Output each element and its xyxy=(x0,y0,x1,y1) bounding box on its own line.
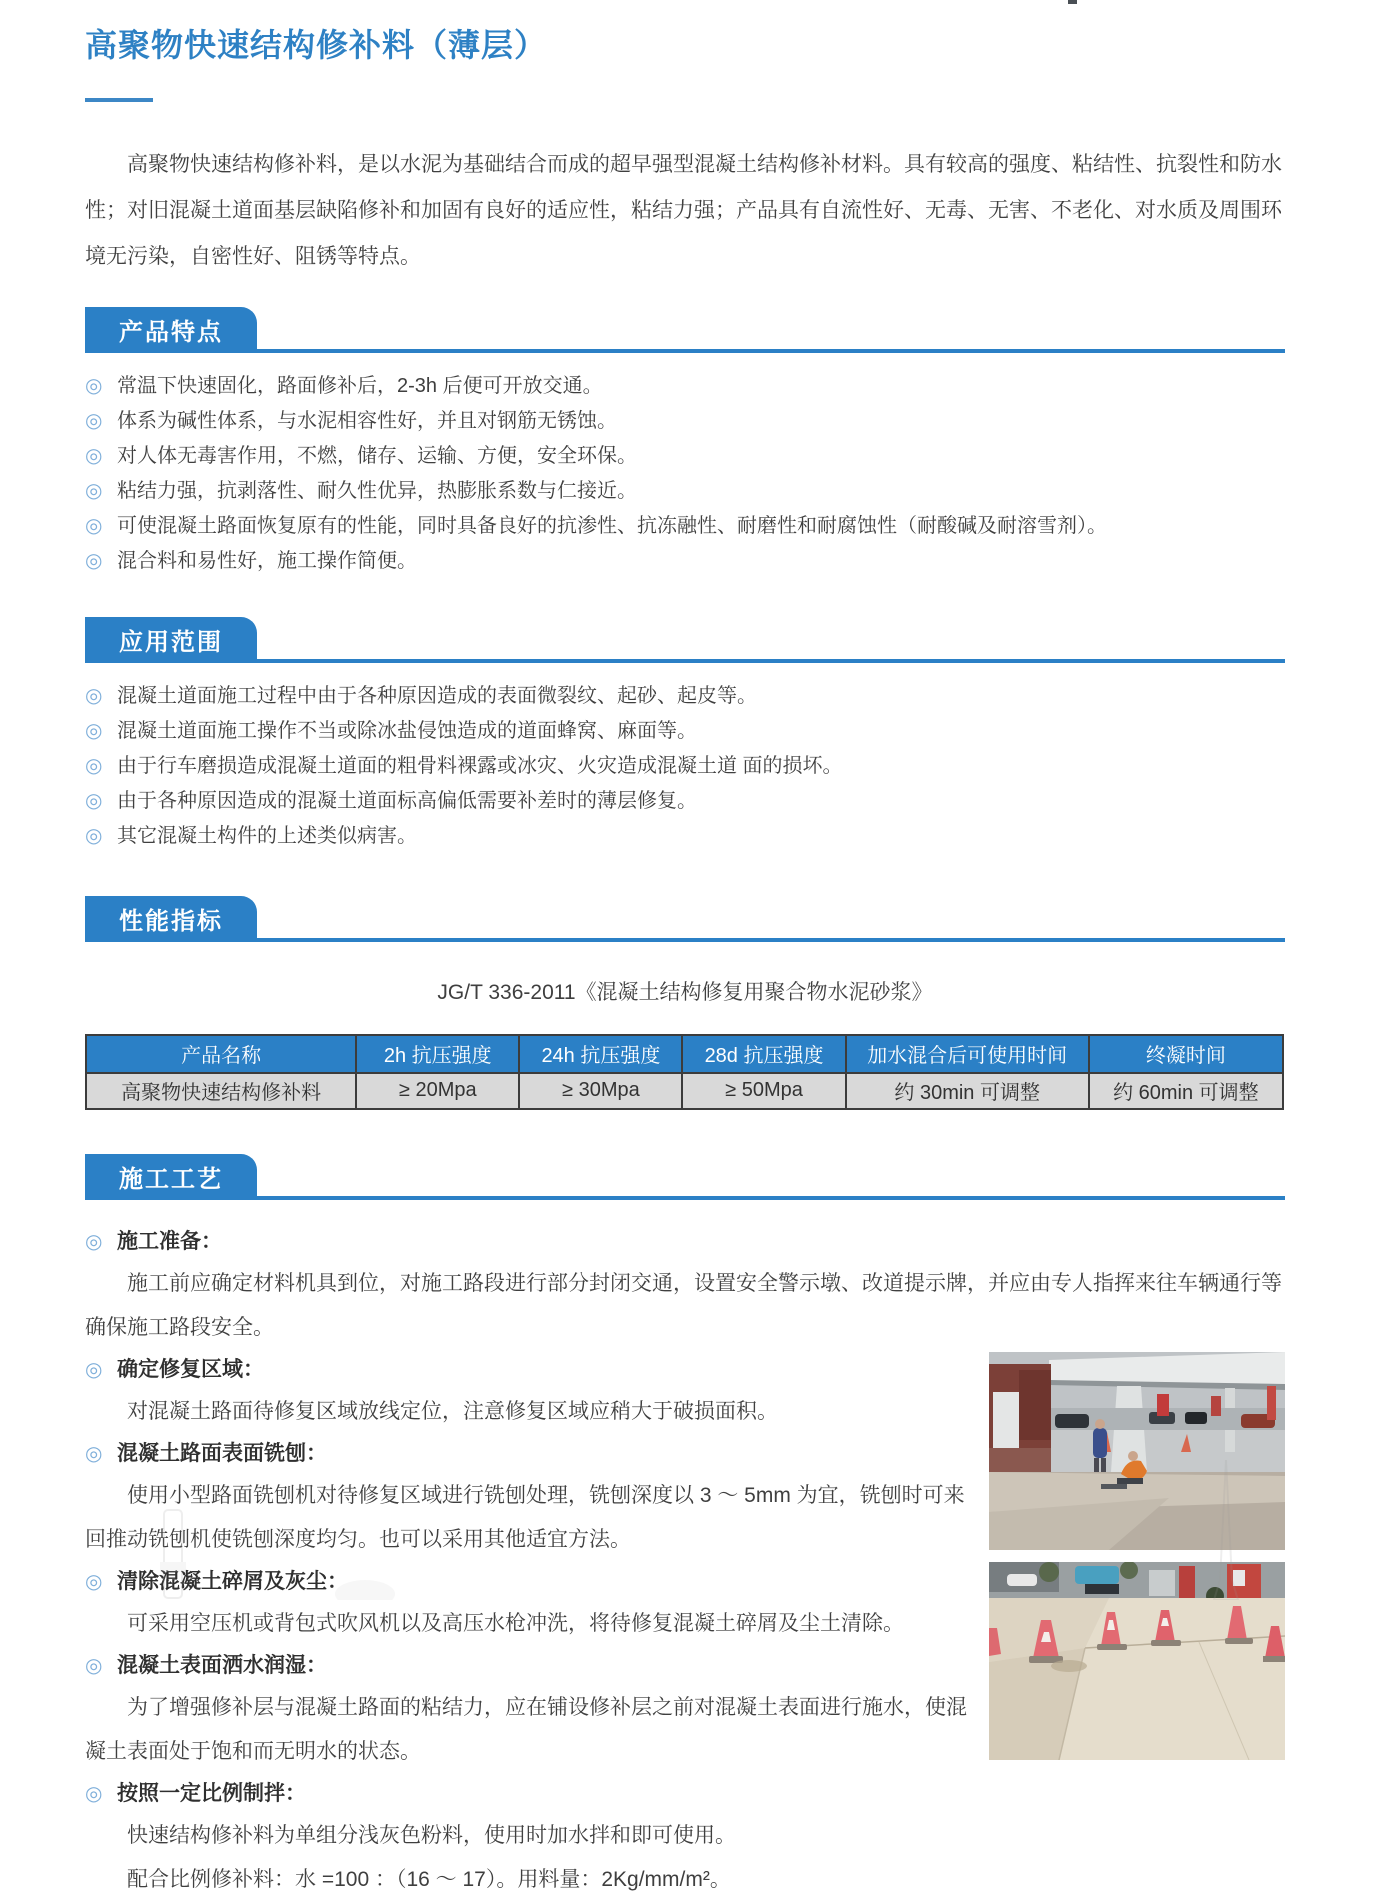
list-item xyxy=(85,784,1285,819)
bullet-text: 混凝土道面施工过程中由于各种原因造成的表面微裂纹、起砂、起皮等。 xyxy=(117,684,757,707)
table-row xyxy=(86,1073,1283,1109)
bullet-text: 体系为碱性体系，与水泥相容性好，并且对钢筋无锈蚀。 xyxy=(117,409,617,432)
page-title: 高聚物快速结构修补料（薄层） xyxy=(85,27,548,63)
table-cell: ≥ 20Mpa xyxy=(356,1073,519,1109)
bullet-text: 混合料和易性好，施工操作简便。 xyxy=(117,549,417,572)
section-tab xyxy=(85,617,257,663)
bullet-icon: ◎ xyxy=(85,684,103,707)
section-heading: 施工工艺 xyxy=(119,1166,223,1194)
process-step-description: 使用小型路面铣刨机对待修复区域进行铣刨处理，铣刨深度以 3 ～ 5mm 为宜，铣刨时可来回推动铣刨机使铣刨深度均匀。也可以采用其他适宜方法。 xyxy=(85,1483,965,1551)
bullet-icon: ◎ xyxy=(85,1655,103,1678)
bullet-icon: ◎ xyxy=(85,374,103,397)
bullet-icon: ◎ xyxy=(85,1230,103,1253)
bullet-text: 常温下快速固化，路面修补后，2-3h 后便可开放交通。 xyxy=(117,374,603,397)
list-item xyxy=(85,679,1285,714)
bullet-text: 由于行车磨损造成混凝土道面的粗骨料裸露或冰灾、火灾造成混凝土道 面的损坏。 xyxy=(117,754,843,777)
section-tab xyxy=(85,1154,257,1200)
bullet-icon: ◎ xyxy=(85,789,103,812)
section-heading: 性能指标 xyxy=(119,908,223,936)
table-header-cell: 加水混合后可使用时间 xyxy=(846,1035,1089,1073)
section-process xyxy=(85,1154,1285,1903)
process-step-title: 清除混凝土碎屑及灰尘： xyxy=(117,1570,348,1594)
title-underline-dash xyxy=(85,98,153,102)
process-step-description: 对混凝土路面待修复区域放线定位，注意修复区域应稍大于破损面积。 xyxy=(127,1399,778,1423)
bullet-text: 其它混凝土构件的上述类似病害。 xyxy=(117,824,417,847)
bullet-icon: ◎ xyxy=(85,1783,103,1806)
list-item xyxy=(85,404,1285,439)
bullet-icon: ◎ xyxy=(85,824,103,847)
process-step-title: 施工准备： xyxy=(117,1229,222,1253)
section-tab xyxy=(85,307,257,353)
section-performance xyxy=(85,896,1285,1110)
section-applications xyxy=(85,617,1285,854)
section-heading: 应用范围 xyxy=(119,629,223,657)
table-header-cell: 28d 抗压强度 xyxy=(682,1035,845,1073)
bullet-icon: ◎ xyxy=(85,549,103,572)
process-step-heading xyxy=(85,1350,971,1390)
process-step-title: 确定修复区域： xyxy=(117,1357,264,1381)
list-item xyxy=(85,439,1285,474)
list-item xyxy=(85,474,1285,509)
list-item xyxy=(85,544,1285,579)
process-step-heading xyxy=(85,1434,971,1474)
bullet-text: 可使混凝土路面恢复原有的性能，同时具备良好的抗渗性、抗冻融性、耐磨性和耐腐蚀性（耐酸碱及耐溶雪剂）。 xyxy=(117,514,1107,537)
process-step-title: 按照一定比例制拌： xyxy=(117,1782,306,1806)
process-step-description: 可采用空压机或背包式吹风机以及高压水枪冲洗，将待修复混凝土碎屑及尘土清除。 xyxy=(127,1612,904,1636)
process-step-title: 混凝土路面表面铣刨： xyxy=(117,1441,327,1465)
process-step-heading xyxy=(85,1222,1285,1262)
bullet-icon: ◎ xyxy=(85,1571,103,1594)
bullet-icon: ◎ xyxy=(85,1358,103,1381)
process-step-description: 施工前应确定材料机具到位，对施工路段进行部分封闭交通，设置安全警示墩、改道提示牌，并应由专人指挥来往车辆通行等确保施工路段安全。 xyxy=(85,1271,1282,1339)
table-cell: 高聚物快速结构修补料 xyxy=(86,1073,356,1109)
section-banner xyxy=(85,307,1285,353)
section-features xyxy=(85,307,1285,579)
bullet-icon: ◎ xyxy=(85,514,103,537)
bullet-icon: ◎ xyxy=(85,409,103,432)
list-item xyxy=(85,509,1285,544)
table-header-cell: 终凝时间 xyxy=(1089,1035,1283,1073)
bullet-icon: ◎ xyxy=(85,444,103,467)
bullet-text: 粘结力强，抗剥落性、耐久性优异，热膨胀系数与仁接近。 xyxy=(117,479,637,502)
bullet-text: 由于各种原因造成的混凝土道面标高偏低需要补差时的薄层修复。 xyxy=(117,789,697,812)
process-step-description: 为了增强修补层与混凝土路面的粘结力，应在铺设修补层之前对混凝土表面进行施水，使混凝土表面处于饱和而无明水的状态。 xyxy=(85,1696,967,1764)
process-step-heading xyxy=(85,1646,971,1686)
bullet-icon: ◎ xyxy=(85,754,103,777)
list-item xyxy=(85,749,1285,784)
table-cell: ≥ 50Mpa xyxy=(682,1073,845,1109)
table-cell: 约 30min 可调整 xyxy=(846,1073,1089,1109)
table-cell: 约 60min 可调整 xyxy=(1089,1073,1283,1109)
bottle-watermark xyxy=(140,1508,220,1600)
bullet-icon: ◎ xyxy=(85,719,103,742)
bullet-text: 对人体无毒害作用，不燃，储存、运输、方便，安全环保。 xyxy=(117,444,637,467)
spire-watermark xyxy=(1196,1460,1256,1600)
section-banner xyxy=(85,896,1285,942)
bullet-icon: ◎ xyxy=(85,1442,103,1465)
section-tab xyxy=(85,896,257,942)
list-item xyxy=(85,369,1285,404)
list-item xyxy=(85,819,1285,854)
intro-paragraph: 高聚物快速结构修补料，是以水泥为基础结合而成的超早强型混凝土结构修补材料。具有较高的强度、粘结性、抗裂性和防水性；对旧混凝土道面基层缺陷修补和加固有良好的适应性，粘结力强；产品具有自流性好、无毒、无害、不老化、对水质及周围环境无污染，自密性好、阻锈等特点。 xyxy=(85,153,1282,269)
application-list xyxy=(85,679,1285,854)
process-step-title: 混凝土表面洒水润湿： xyxy=(117,1654,327,1678)
table-cell: ≥ 30Mpa xyxy=(519,1073,682,1109)
bullet-icon: ◎ xyxy=(85,479,103,502)
process-step-description: 快速结构修补料为单组分浅灰色粉料，使用时加水拌和即可使用。 xyxy=(127,1824,736,1848)
process-step-description: 配合比例修补料：水 =100 ：（16 ～ 17）。用料量：2Kg/mm/m²。 xyxy=(127,1868,731,1892)
list-item xyxy=(85,714,1285,749)
section-banner xyxy=(85,1154,1285,1200)
table-header-cell: 24h 抗压强度 xyxy=(519,1035,682,1073)
table-header-cell: 2h 抗压强度 xyxy=(356,1035,519,1073)
process-step-heading xyxy=(85,1774,1285,1814)
process-section-body xyxy=(85,1222,1285,1903)
table-header-cell: 产品名称 xyxy=(86,1035,356,1073)
bullet-text: 混凝土道面施工操作不当或除冰盐侵蚀造成的道面蜂窝、麻面等。 xyxy=(117,719,697,742)
feature-list xyxy=(85,369,1285,579)
section-banner xyxy=(85,617,1285,663)
section-heading: 产品特点 xyxy=(119,319,223,347)
table-header-row xyxy=(86,1035,1283,1073)
standard-caption: JG/T 336-2011《混凝土结构修复用聚合物水泥砂浆》 xyxy=(437,980,933,1004)
performance-table xyxy=(85,1034,1284,1110)
blob-watermark xyxy=(330,1572,400,1600)
